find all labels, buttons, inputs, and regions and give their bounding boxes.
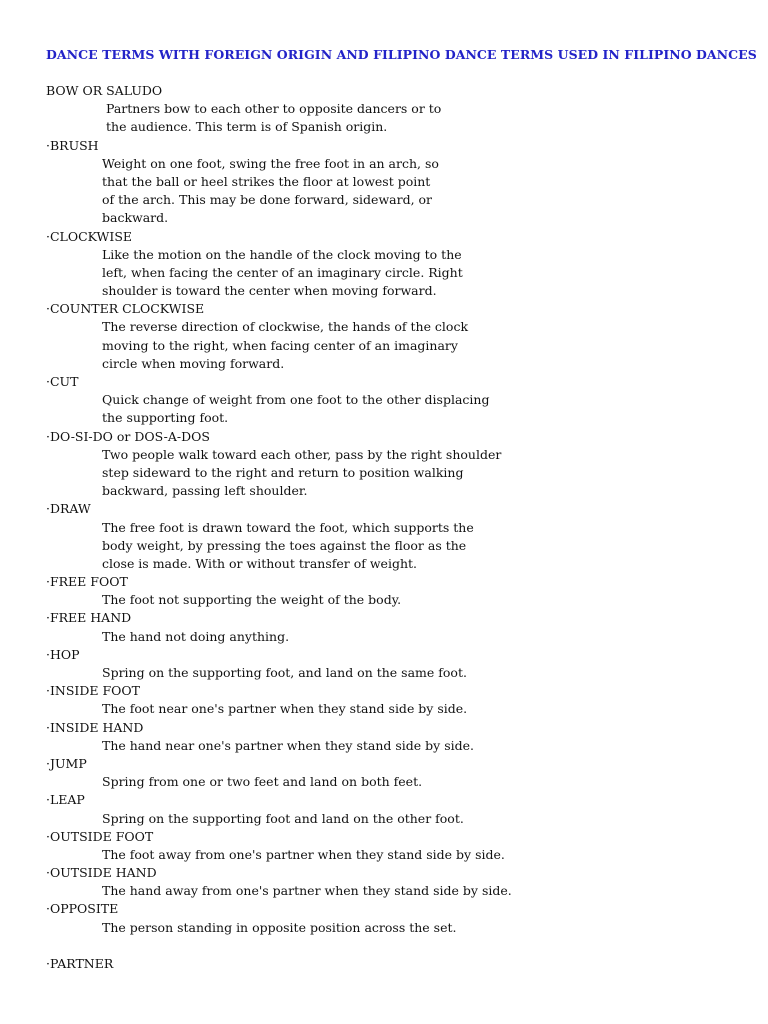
definition-line: the supporting foot. <box>102 410 229 426</box>
term-definition <box>46 446 736 501</box>
blank-line <box>46 937 736 955</box>
definition-line: The hand near one's partner when they stand side by side. <box>102 737 474 753</box>
definition-line: Weight on one foot, swing the free foot in an arch, so <box>102 155 439 171</box>
term-definition <box>46 318 736 373</box>
term-definition <box>46 628 736 646</box>
document-title: DANCE TERMS WITH FOREIGN ORIGIN AND FILIPINO DANCE TERMS USED IN FILIPINO DANCES <box>46 47 757 62</box>
term-heading: ·CUT <box>46 374 79 389</box>
term-heading: ·COUNTER CLOCKWISE <box>46 301 205 317</box>
term-entry <box>46 373 736 428</box>
term-heading: ·INSIDE HAND <box>46 719 144 735</box>
definition-line: The free foot is drawn toward the foot, which supports the <box>102 519 474 535</box>
definition-line: left, when facing the center of an imaginary circle. Right <box>102 264 463 280</box>
definition-line: step sideward to the right and return to position walking <box>102 464 464 480</box>
term-entry <box>46 500 736 573</box>
term-definition <box>46 664 736 682</box>
term-entry <box>46 646 736 682</box>
term-entry <box>46 682 736 718</box>
definition-line: Partners bow to each other to opposite dancers or to <box>106 101 442 117</box>
definition-line: circle when moving forward. <box>102 355 285 371</box>
term-heading: ·OPPOSITE <box>46 901 119 917</box>
term-definition <box>46 773 736 791</box>
definition-line: Like the motion on the handle of the clock moving to the <box>102 246 462 262</box>
term-entry <box>46 864 736 900</box>
definition-line: The foot away from one's partner when they stand side by side. <box>102 846 505 862</box>
term-entry <box>46 755 736 791</box>
term-entry <box>46 428 736 501</box>
term-entry <box>46 791 736 827</box>
term-definition <box>46 100 736 136</box>
term-definition <box>46 155 736 228</box>
definition-line: The hand away from one's partner when they stand side by side. <box>102 883 512 899</box>
term-definition <box>46 882 736 900</box>
definition-line: Spring on the supporting foot, and land on the same foot. <box>102 665 467 680</box>
term-heading: ·CLOCKWISE <box>46 228 133 244</box>
term-entry <box>46 609 736 645</box>
definition-line: The reverse direction of clockwise, the hands of the clock <box>102 319 469 335</box>
term-entry <box>46 228 736 301</box>
term-heading: ·OUTSIDE FOOT <box>46 828 154 844</box>
term-heading: BOW OR SALUDO <box>46 83 163 98</box>
term-heading: ·JUMP <box>46 755 87 771</box>
definition-line: The person standing in opposite position across the set. <box>102 919 457 935</box>
term-heading: ·HOP <box>46 646 80 662</box>
term-definition <box>46 846 736 864</box>
term-heading: ·PARTNER <box>46 956 114 971</box>
term-list <box>46 82 736 973</box>
definition-line: of the arch. This may be done forward, sideward, or <box>102 192 433 208</box>
term-definition <box>46 737 736 755</box>
term-heading: ·DO-SI-DO or DOS-A-DOS <box>46 428 210 444</box>
term-definition <box>46 919 736 937</box>
term-definition <box>46 700 736 718</box>
definition-line: The foot near one's partner when they stand side by side. <box>102 701 468 717</box>
definition-line: Spring on the supporting foot and land on the other foot. <box>102 810 464 826</box>
term-heading: ·FREE HAND <box>46 610 132 626</box>
term-definition <box>46 391 736 427</box>
definition-line: that the ball or heel strikes the floor at lowest point <box>102 173 431 189</box>
definition-line: body weight, by pressing the toes against the floor as the <box>102 537 467 553</box>
definition-line: moving to the right, when facing center of an imaginary <box>102 337 458 353</box>
term-definition <box>46 810 736 828</box>
term-entry <box>46 137 736 228</box>
term-heading: ·BRUSH <box>46 137 99 153</box>
term-entry <box>46 573 736 609</box>
definition-line: backward. <box>102 210 169 226</box>
term-heading: ·OUTSIDE HAND <box>46 865 157 881</box>
term-heading: ·INSIDE FOOT <box>46 683 140 699</box>
definition-line: Quick change of weight from one foot to the other displacing <box>102 392 490 408</box>
term-heading: ·FREE FOOT <box>46 574 128 590</box>
term-definition <box>46 246 736 301</box>
definition-line: The foot not supporting the weight of the body. <box>102 592 402 608</box>
definition-line: Two people walk toward each other, pass by the right shoulder <box>102 446 502 462</box>
term-entry <box>46 828 736 864</box>
definition-line: The hand not doing anything. <box>102 628 290 644</box>
term-heading: ·LEAP <box>46 792 85 808</box>
term-definition <box>46 591 736 609</box>
term-definition <box>46 519 736 574</box>
term-entry <box>46 900 736 936</box>
definition-line: Spring from one or two feet and land on both feet. <box>102 774 423 790</box>
term-entry <box>46 955 736 973</box>
term-heading: ·DRAW <box>46 501 91 517</box>
term-entry <box>46 82 736 137</box>
term-entry <box>46 300 736 373</box>
definition-line: close is made. With or without transfer of weight. <box>102 555 417 571</box>
definition-line: shoulder is toward the center when moving forward. <box>102 283 437 299</box>
definition-line: the audience. This term is of Spanish origin. <box>106 119 388 135</box>
term-entry <box>46 719 736 755</box>
definition-line: backward, passing left shoulder. <box>102 483 308 499</box>
